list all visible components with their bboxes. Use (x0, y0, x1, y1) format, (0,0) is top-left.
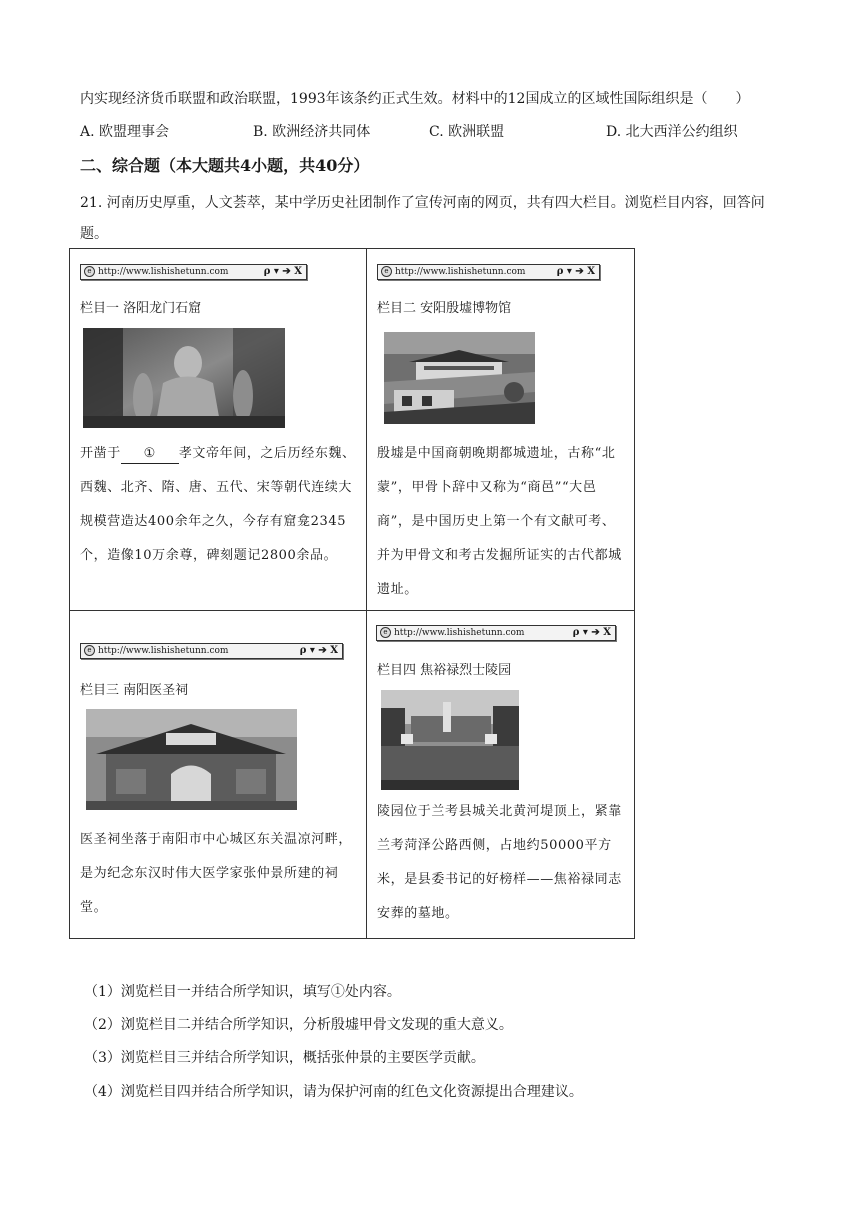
sub-question-1: （1）浏览栏目一并结合所学知识，填写①处内容。 (84, 984, 401, 1000)
section-title: 二、综合题（本大题共4小题，共40分） (80, 156, 370, 175)
browser-icon: e (381, 266, 392, 277)
browser-icon: e (84, 645, 95, 656)
url-text: http://www.lishishetunn.com (98, 646, 229, 656)
text-before-blank: 开凿于 (80, 446, 121, 461)
browser-icon: e (380, 627, 391, 638)
webpage-grid (69, 248, 635, 939)
url-text: http://www.lishishetunn.com (394, 628, 525, 638)
column-title: 栏目四 焦裕禄烈士陵园 (377, 663, 512, 678)
question-21-stem: 21. 河南历史厚重，人文荟萃，某中学历史社团制作了宣传河南的网页，共有四大栏目。浏览栏目内容，回答问题。 (80, 195, 765, 242)
option-c[interactable]: C. 欧洲联盟 (429, 124, 505, 140)
column-3-yishengci (70, 611, 366, 938)
url-text: http://www.lishishetunn.com (98, 267, 229, 277)
column-1-longmen (70, 249, 366, 610)
longmen-grottoes-photo (83, 328, 285, 428)
column-text (80, 437, 358, 573)
column-text: 殷墟是中国商朝晚期都城遗址，古称“北蒙”，甲骨卜辞中又称为“商邑”“大邑商”，是中国历史上第一个有文献可考、并为甲骨文和考古发掘所证实的古代都城遗址。 (377, 446, 622, 597)
url-text: http://www.lishishetunn.com (395, 267, 526, 277)
browser-controls-icon[interactable]: ρ ▾ ➔ X (556, 266, 595, 277)
sub-question-2: （2）浏览栏目二并结合所学知识，分析殷墟甲骨文发现的重大意义。 (84, 1017, 513, 1033)
column-title: 栏目一 洛阳龙门石窟 (80, 301, 202, 316)
jiaoyulu-cemetery-photo (381, 690, 519, 790)
column-text: 医圣祠坐落于南阳市中心城区东关温凉河畔，是为纪念东汉时伟大医学家张仲景所建的祠堂。 (80, 832, 353, 915)
fill-in-blank[interactable]: ① (121, 445, 179, 464)
address-bar[interactable] (377, 264, 600, 280)
address-bar[interactable] (376, 625, 616, 641)
browser-controls-icon[interactable]: ρ ▾ ➔ X (572, 627, 611, 638)
address-bar[interactable] (80, 264, 307, 280)
address-bar[interactable] (80, 643, 343, 659)
yinxu-museum-photo (384, 332, 535, 424)
text-after-blank: 孝文帝年间，之后历经东魏、西魏、北齐、隋、唐、五代、宋等朝代连续大规模营造达400余年之久，今存有窟龛2345个，造像10万余尊，碑刻题记2800余品。 (80, 446, 356, 563)
browser-controls-icon[interactable]: ρ ▾ ➔ X (263, 266, 302, 277)
yishengci-gate-photo (86, 709, 297, 810)
sub-question-4: （4）浏览栏目四并结合所学知识，请为保护河南的红色文化资源提出合理建议。 (84, 1084, 583, 1100)
column-2-yinxu (367, 249, 634, 610)
column-title: 栏目三 南阳医圣祠 (80, 683, 189, 698)
option-b[interactable]: B. 欧洲经济共同体 (253, 124, 371, 140)
column-4-jiaoyulu (367, 611, 634, 938)
option-a[interactable]: A. 欧盟理事会 (80, 124, 170, 140)
column-text: 陵园位于兰考县城关北黄河堤顶上，紧靠兰考菏泽公路西侧，占地约50000平方米，是县委书记的好榜样——焦裕禄同志安葬的墓地。 (377, 804, 622, 921)
column-title: 栏目二 安阳殷墟博物馆 (377, 301, 512, 316)
option-d[interactable]: D. 北大西洋公约组织 (606, 124, 738, 140)
browser-icon: e (84, 266, 95, 277)
previous-question-tail: 内实现经济货币联盟和政治联盟，1993年该条约正式生效。材料中的12国成立的区域性国际组织是（ ） (80, 91, 750, 107)
sub-question-3: （3）浏览栏目三并结合所学知识，概括张仲景的主要医学贡献。 (84, 1050, 485, 1066)
browser-controls-icon[interactable]: ρ ▾ ➔ X (299, 645, 338, 656)
